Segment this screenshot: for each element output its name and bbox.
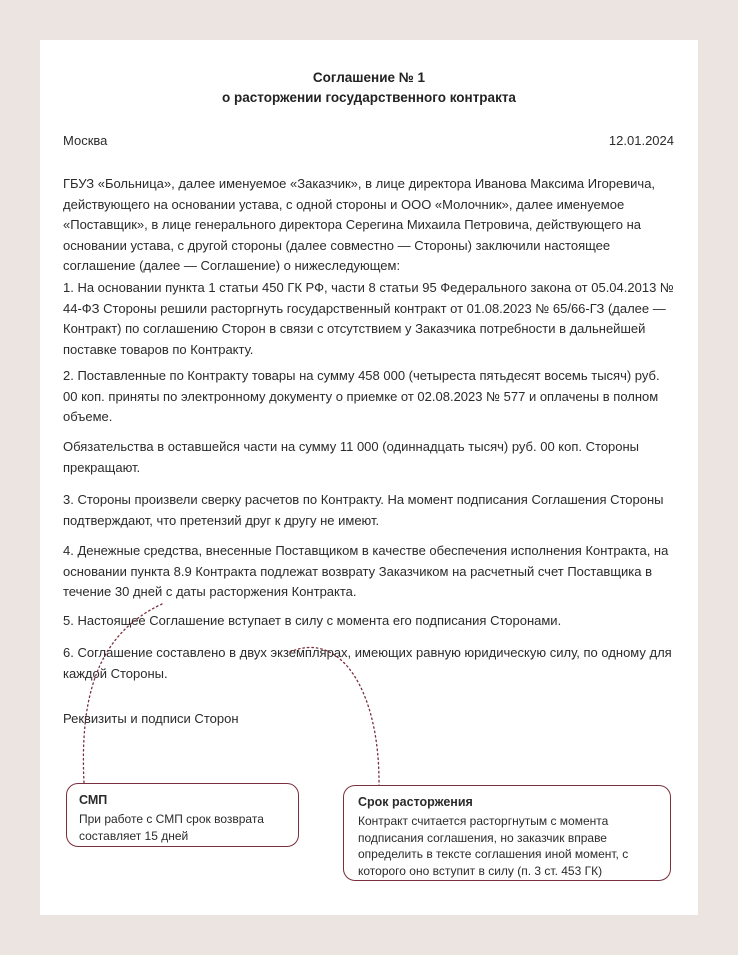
clause-1: 1. На основании пункта 1 статьи 450 ГК РФ, части 8 статьи 95 Федерального закона от 05.04.2013 № 44-ФЗ Стороны решили расторгнуть государственный контракт от 01.08.2023 № 65/66-ГЗ (далее — Контракт) по соглашению Сторон в связи с отсутствием у Заказчика потребности в дальнейшей поставке товаров по Контракту. (63, 280, 674, 357)
termination-note-title: Срок расторжения (358, 795, 473, 809)
document-date: 12.01.2024 (608, 133, 674, 148)
clause-6: 6. Соглашение составлено в двух экземплярах, имеющих равную юридическую силу, по одному для каждой Стороны. (63, 645, 672, 681)
clause-5: 5. Настоящее Соглашение вступает в силу с момента его подписания Сторонами. (63, 613, 562, 628)
clause-2-continuation: Обязательства в оставшейся части на сумму 11 000 (одиннадцать тысяч) руб. 00 коп. Стороны прекращают. (63, 439, 640, 475)
document-city: Москва (63, 133, 108, 148)
clause-3: 3. Стороны произвели сверку расчетов по Контракту. На момент подписания Соглашения Стороны подтверждают, что претензий друг к другу не имеют. (63, 492, 664, 528)
clause-2: 2. Поставленные по Контракту товары на сумму 458 000 (четыреста пятьдесят восемь тысяч) руб. 00 коп. приняты по электронному документу о приемке от 02.08.2023 № 577 и оплачены в полном объеме. (63, 368, 660, 424)
preamble-paragraph: ГБУЗ «Больница», далее именуемое «Заказчик», в лице директора Иванова Максима Игоревича, действующего на основании устава, с одной стороны и ООО «Молочник», далее именуемое «Поставщик», в лице генерального директора Серегина Михаила Петровича, действующего на основании устава, с другой стороны (далее совместно — Стороны) заключили настоящее соглашение (далее — Соглашение) о нижеследующем: (63, 176, 656, 273)
smp-note-title: СМП (79, 793, 108, 807)
smp-note-callout (66, 783, 299, 847)
document-subtitle: о расторжении государственного контракта (222, 90, 516, 105)
smp-note-text: При работе с СМП срок возврата составляет 15 дней (79, 812, 264, 843)
requisites-heading: Реквизиты и подписи Сторон (63, 711, 239, 726)
termination-note-callout (343, 785, 671, 881)
termination-note-text: Контракт считается расторгнутым с момента подписания соглашения, но заказчик вправе определить в тексте соглашения иной момент, с которого оно вступит в силу (п. 3 ст. 453 ГК) (358, 814, 629, 878)
document-title: Соглашение № 1 (312, 70, 426, 85)
clause-4: 4. Денежные средства, внесенные Поставщиком в качестве обеспечения исполнения Контракта, на основании пункта 8.9 Контракта подлежат возврату Заказчиком на расчетный счет Поставщика в течение 30 дней с даты расторжения Контракта. (63, 543, 669, 599)
